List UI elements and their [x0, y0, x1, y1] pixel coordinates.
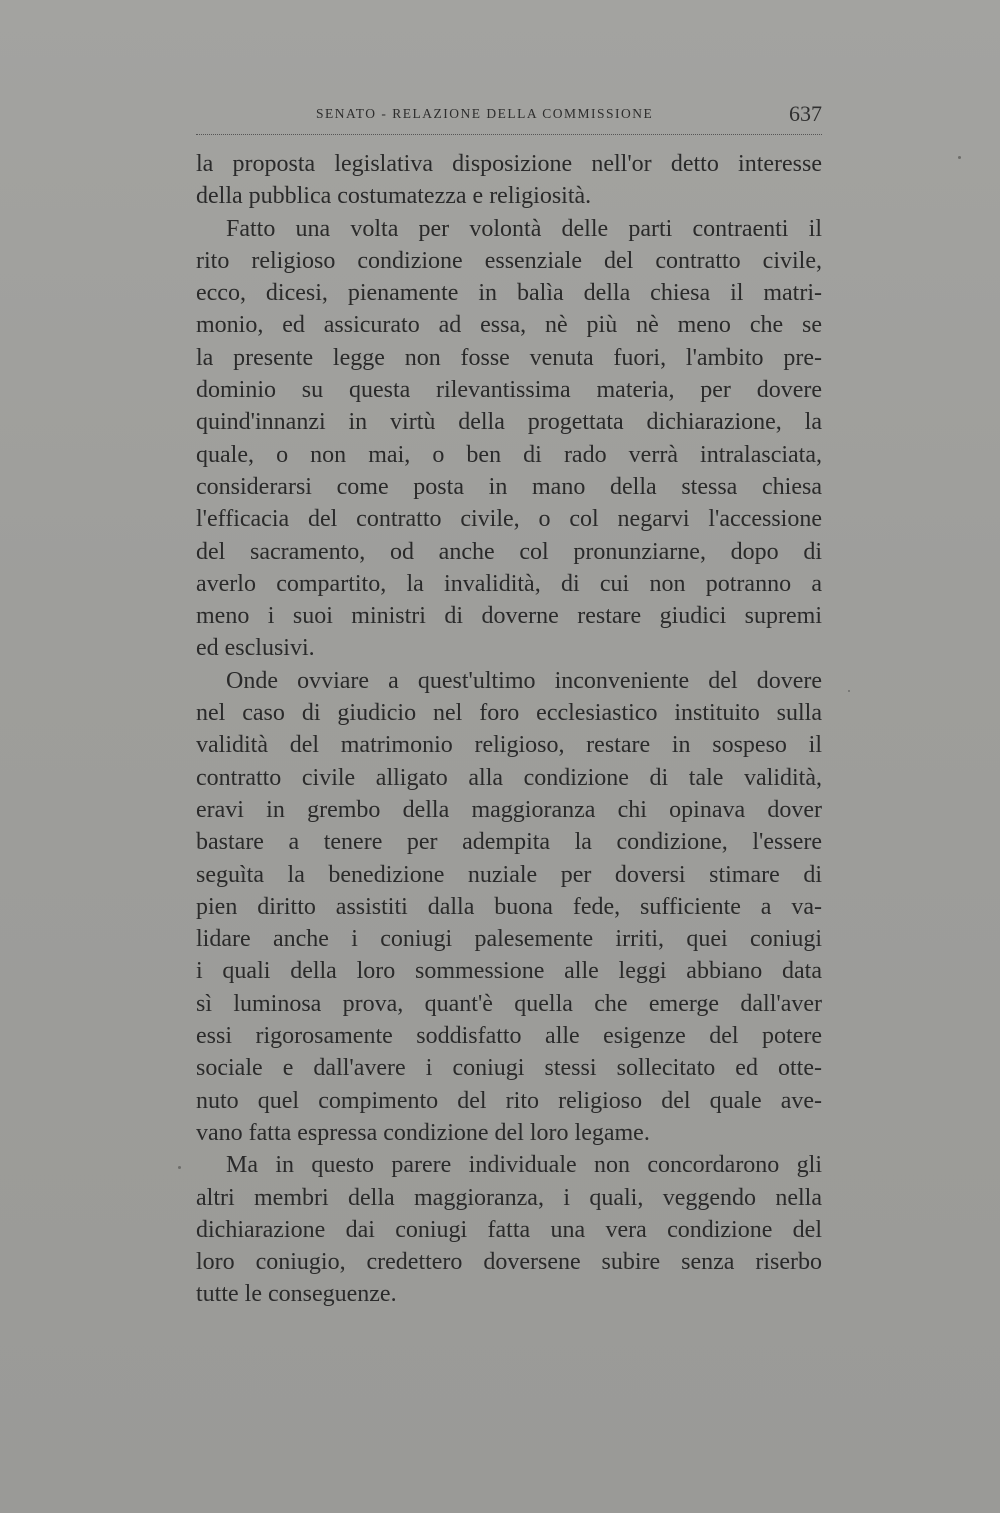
text-line: eravi in grembo della maggioranza chi opinava dover [196, 796, 822, 823]
text-line: lidare anche i coniugi palesemente irriti, quei coniugi [196, 926, 822, 953]
text-line: validità del matrimonio religioso, restare in sospeso il [196, 732, 822, 759]
text-line: ecco, dicesi, pienamente in balìa della chiesa il matri- [196, 280, 822, 307]
text-line: bastare a tenere per adempita la condizione, l'essere [196, 829, 822, 856]
text-line: quale, o non mai, o ben di rado verrà intralasciata, [196, 441, 822, 468]
text-line: la proposta legislativa disposizione nell'or detto interesse [196, 151, 822, 177]
text-line: pien diritto assistiti dalla buona fede, sufficiente a va- [196, 893, 822, 920]
text-line: altri membri della maggioranza, i quali, veggendo nella [196, 1184, 822, 1211]
text-line: Onde ovviare a quest'ultimo inconveniente del dovere [226, 667, 822, 694]
text-line: contratto civile alligato alla condizione di tale validità, [196, 764, 822, 791]
text-line: rito religioso condizione essenziale del contratto civile, [196, 247, 822, 274]
text-line: Ma in questo parere individuale non concordarono gli [226, 1152, 822, 1179]
text-line: l'efficacia del contratto civile, o col negarvi l'accessione [196, 506, 822, 533]
text-line: dominio su questa rilevantissima materia, per dovere [196, 377, 822, 404]
text-line: loro coniugio, credettero doversene subire senza riserbo [196, 1249, 822, 1276]
running-title: SENATO - RELAZIONE DELLA COMMISSIONE [316, 106, 654, 121]
text-line: nel caso di giudicio nel foro ecclesiastico instituito sulla [196, 700, 822, 727]
paper-speck [958, 156, 961, 159]
text-line: la presente legge non fosse venuta fuori, l'ambito pre- [196, 344, 822, 371]
text-line: sì luminosa prova, quant'è quella che emerge dall'aver [196, 990, 822, 1017]
text-line: averlo compartito, la invalidità, di cui non potranno a [196, 570, 822, 597]
text-line: i quali della loro sommessione alle leggi abbiano data [196, 958, 822, 985]
page-header [196, 100, 822, 135]
text-line: del sacramento, od anche col pronunziarne, dopo di [196, 538, 822, 565]
text-line: della pubblica costumatezza e religiosità. [196, 183, 592, 210]
text-line: Fatto una volta per volontà delle parti contraenti il [226, 215, 822, 242]
text-line: vano fatta espressa condizione del loro legame. [196, 1119, 650, 1146]
text-line: dichiarazione dai coniugi fatta una vera condizione del [196, 1216, 822, 1243]
text-line: considerarsi come posta in mano della stessa chiesa [196, 473, 822, 500]
text-line: sociale e dall'avere i coniugi stessi sollecitato ed otte- [196, 1055, 822, 1082]
text-line: meno i suoi ministri di doverne restare giudici supremi [196, 603, 822, 630]
body-text [196, 148, 822, 1311]
text-line: ed esclusivi. [196, 635, 315, 662]
page-number: 637 [789, 101, 822, 126]
text-line: quind'innanzi in virtù della progettata dichiarazione, la [196, 409, 822, 436]
text-line: nuto quel compimento del rito religioso del quale ave- [196, 1087, 822, 1114]
text-line: tutte le conseguenze. [196, 1281, 397, 1308]
text-line: essi rigorosamente soddisfatto alle esigenze del potere [196, 1023, 822, 1050]
paper-speck [848, 690, 850, 692]
text-line: seguìta la benedizione nuziale per doversi stimare di [196, 861, 822, 888]
paper-speck [178, 1166, 181, 1169]
text-line: monio, ed assicurato ad essa, nè più nè meno che se [196, 312, 822, 339]
